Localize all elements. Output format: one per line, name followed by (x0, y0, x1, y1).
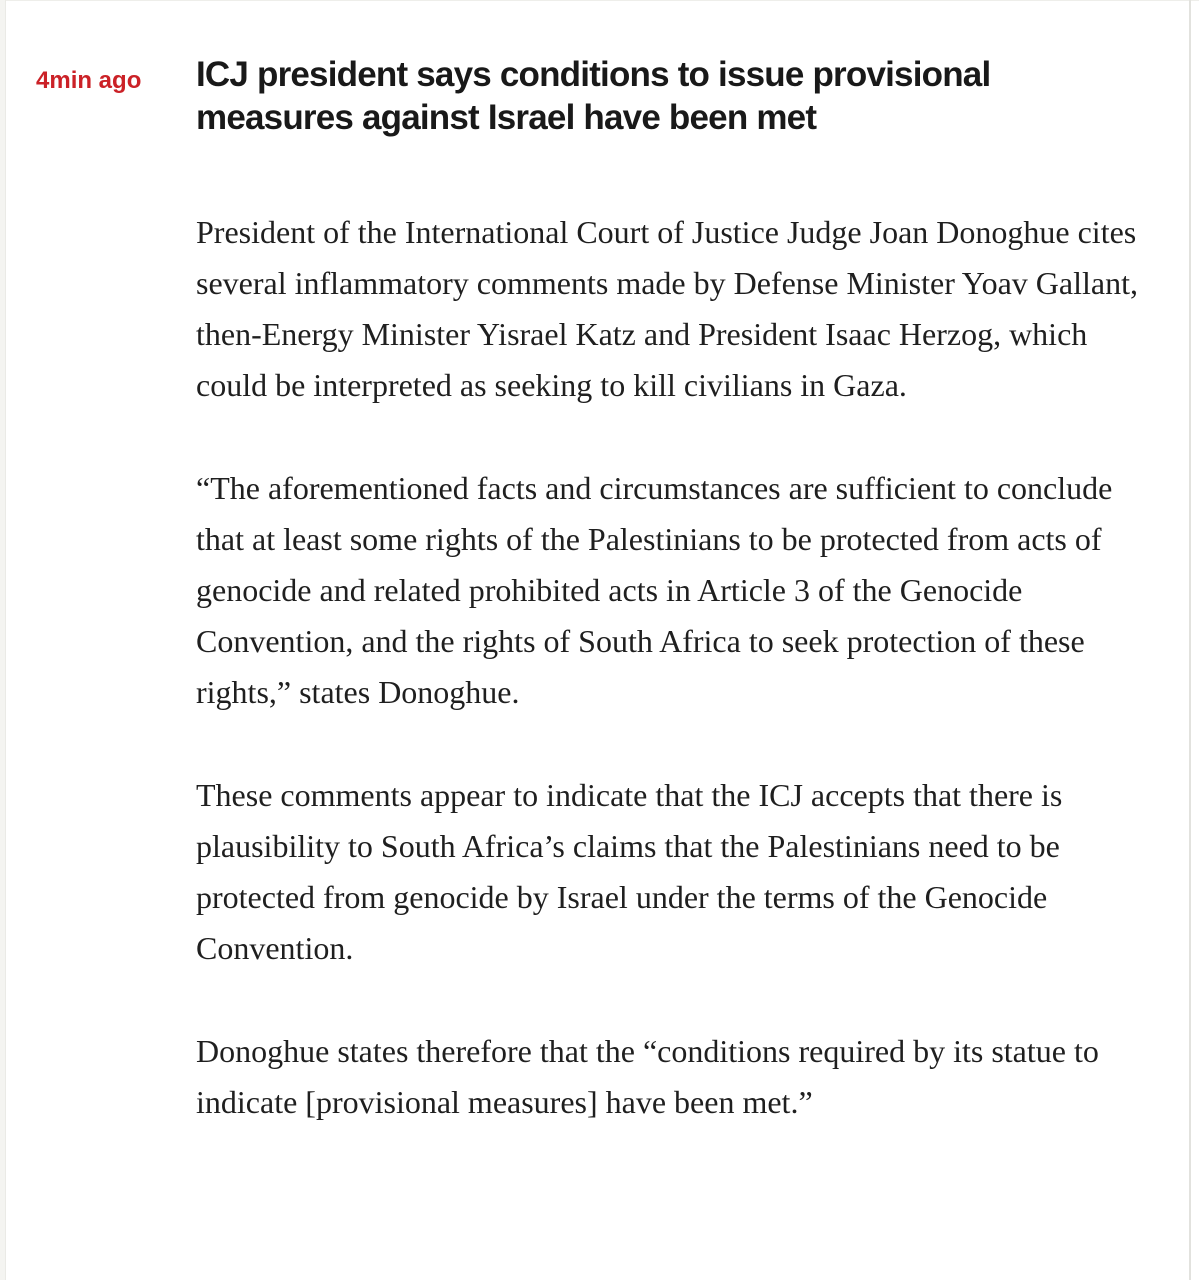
timestamp-column (36, 53, 196, 95)
page-left-gutter (0, 0, 6, 1280)
entry-content-column (196, 53, 1152, 1180)
entry-body (196, 207, 1152, 1128)
entry-paragraph: “The aforementioned facts and circumstances are sufficient to conclude that at least some rights of the Palestinians to be protected from acts of genocide and related prohibited acts in Article 3 of the Genocide Convention, and the rights of South Africa to seek protection of these rights,” states Donoghue. (196, 470, 1113, 710)
entry-paragraph: These comments appear to indicate that the ICJ accepts that there is plausibility to South Africa’s claims that the Palestinians need to be protected from genocide by Israel under the terms of the Genocide Convention. (196, 777, 1063, 966)
entry-paragraph: President of the International Court of Justice Judge Joan Donoghue cites several inflammatory comments made by Defense Minister Yoav Gallant, then-Energy Minister Yisrael Katz and President Isaac Herzog, which could be interpreted as seeking to kill civilians in Gaza. (196, 214, 1138, 403)
top-hairline-divider (0, 0, 1199, 1)
entry-timestamp-link[interactable]: 4min ago (36, 67, 142, 94)
entry-paragraph: Donoghue states therefore that the “conditions required by its statue to indicate [provisional measures] have been met.” (196, 1033, 1099, 1120)
entry-headline: ICJ president says conditions to issue provisional measures against Israel have been met (196, 55, 991, 137)
content-right-border (1189, 0, 1191, 1280)
